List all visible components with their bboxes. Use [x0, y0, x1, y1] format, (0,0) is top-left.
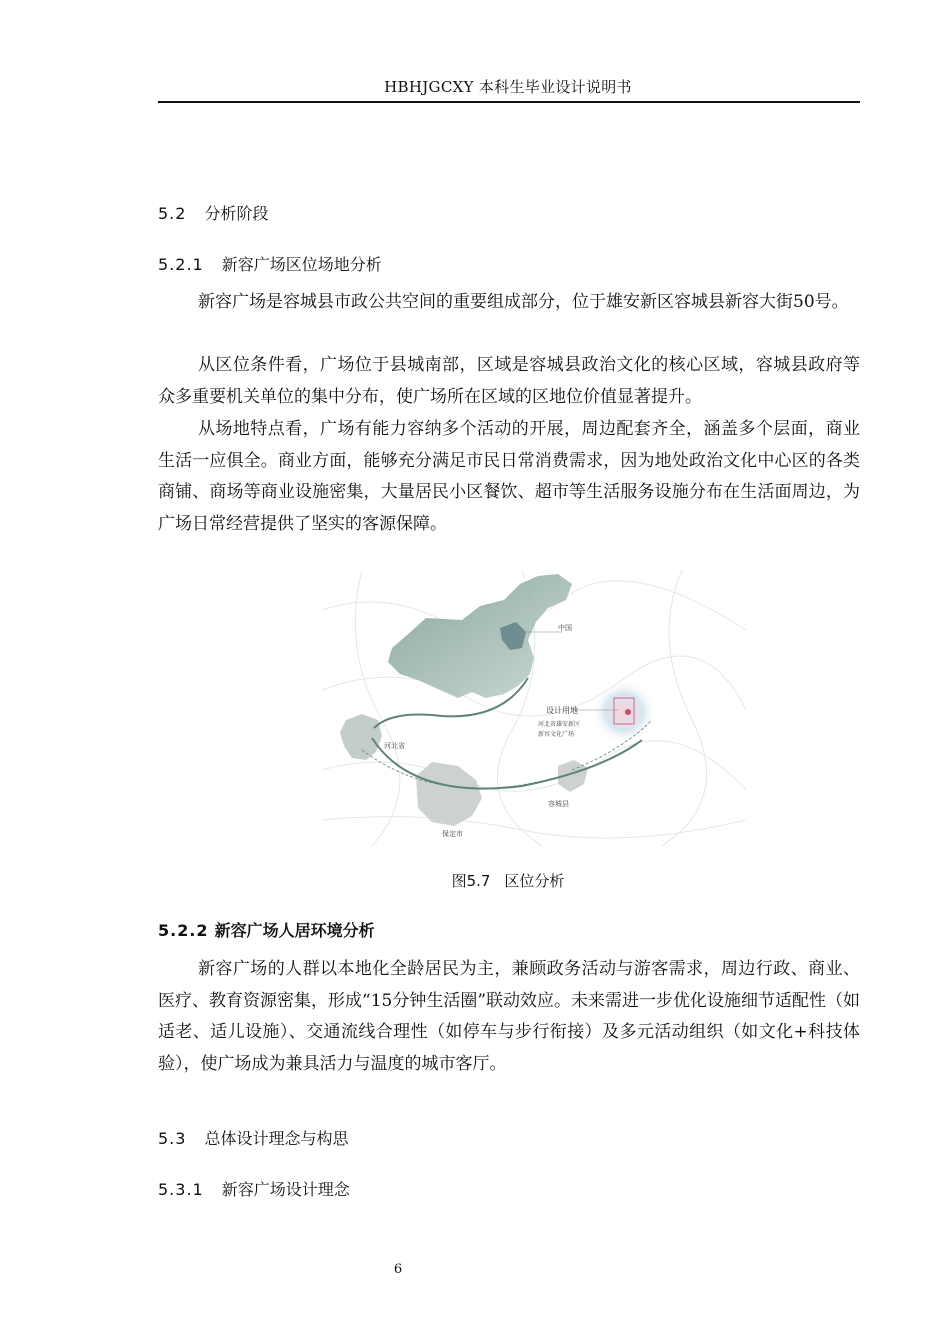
paragraph-site-features: 从场地特点看，广场有能力容纳多个活动的开展，周边配套齐全，涵盖多个层面，商业生活一应俱全。商业方面，能够充分满足市民日常消费需求，因为地处政治文化中心区的各类商铺、商场等商业设施密集，大量居民小区餐饮、超市等生活服务设施分布在生活面周边，为广场日常经营提供了坚实的客源保障。	[158, 419, 860, 534]
section-heading-5-3	[158, 1126, 348, 1149]
label-site-title: 设计用地	[546, 706, 578, 715]
section-number: 5.3.1	[158, 1180, 204, 1199]
hebei-shape	[340, 714, 382, 760]
section-heading-5-2-2	[158, 918, 375, 941]
section-title: 新容广场人居环境分析	[214, 921, 375, 940]
label-baoding: 保定市	[442, 830, 463, 838]
header-rule	[158, 101, 860, 103]
section-number: 5.2	[158, 204, 187, 223]
section-title: 新容广场区位场地分析	[221, 255, 382, 274]
paragraph-living-environment: 新容广场的人群以本地化全龄居民为主，兼顾政务活动与游客需求，周边行政、商业、医疗、教育资源密集，形成“15分钟生活圈”联动效应。未来需进一步优化设施细节适配性（如适老、适儿设施）、交通流线合理性（如停车与步行衔接）及多元活动组织（如文化+科技体验），使广场成为兼具活力与温度的城市客厅。	[158, 959, 861, 1074]
paragraph-location: 新容广场是容城县市政公共空间的重要组成部分，位于雄安新区容城县新容大街50号。	[198, 292, 849, 312]
label-site-line1: 河北省雄安新区	[538, 721, 581, 728]
label-china: 中国	[558, 624, 572, 632]
section-number: 5.2.2	[158, 921, 209, 940]
section-heading-5-3-1	[158, 1177, 350, 1200]
label-rongcheng: 容城县	[548, 800, 569, 808]
section-title: 分析阶段	[204, 204, 269, 223]
caption-title: 区位分析	[504, 872, 565, 890]
location-analysis-map	[322, 570, 746, 846]
baoding-shape	[416, 762, 482, 826]
section-title: 总体设计理念与构思	[204, 1129, 349, 1148]
paragraph-location-conditions: 从区位条件看，广场位于县城南部，区域是容城县政治文化的核心区域，容城县政府等众多重要机关单位的集中分布，使广场所在区域的区地位价值显著提升。	[158, 355, 860, 407]
label-hebei: 河北省	[384, 742, 405, 750]
site-glow	[592, 680, 656, 744]
site-marker-icon	[625, 709, 631, 715]
section-title: 新容广场设计理念	[221, 1180, 350, 1199]
figure-caption	[0, 870, 950, 891]
label-site-line2: 新容文化广场	[538, 731, 575, 738]
caption-number: 图5.7	[451, 872, 491, 890]
section-heading-5-2-1	[158, 252, 382, 275]
section-number: 5.3	[158, 1129, 187, 1148]
section-heading-5-2	[158, 201, 268, 224]
page-number: 6	[393, 1262, 403, 1277]
section-number: 5.2.1	[158, 255, 204, 274]
page-header-title: HBHJGCXY 本科生毕业设计说明书	[384, 78, 632, 96]
